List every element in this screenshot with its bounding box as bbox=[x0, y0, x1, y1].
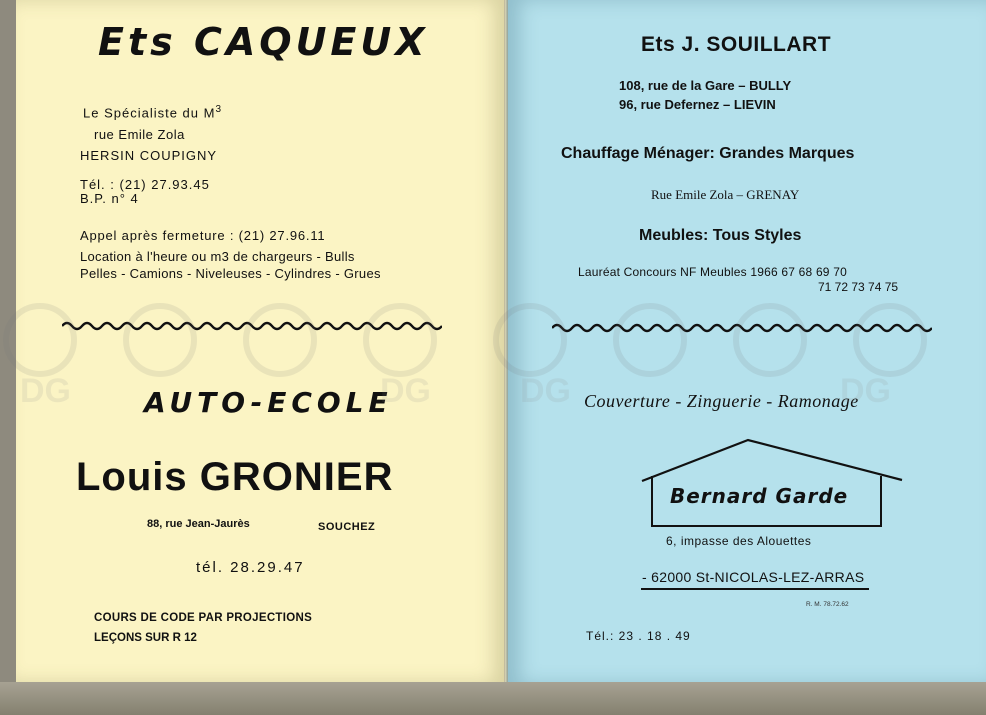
auto-ecole-phone: tél. 28.29.47 bbox=[196, 559, 305, 576]
caqueux-bp: B.P. n° 4 bbox=[80, 191, 139, 206]
garde-trades: Couverture - Zinguerie - Ramonage bbox=[584, 391, 859, 411]
caqueux-rental-line2: Pelles - Camions - Niveleuses - Cylindres - Grues bbox=[80, 266, 381, 281]
caqueux-phone: Tél. : (21) 27.93.45 bbox=[80, 177, 210, 192]
garde-street: 6, impasse des Alouettes bbox=[666, 534, 812, 548]
caqueux-street: rue Emile Zola bbox=[94, 127, 185, 142]
table-surface bbox=[0, 682, 986, 715]
garde-city-underline bbox=[641, 588, 869, 590]
caqueux-specialist-text: Le Spécialiste du M bbox=[83, 105, 216, 121]
auto-ecole-town: SOUCHEZ bbox=[318, 521, 376, 533]
auto-ecole-address: 88, rue Jean-Jaurès bbox=[147, 518, 250, 530]
caqueux-specialist-sup: 3 bbox=[215, 104, 223, 115]
right-page bbox=[508, 0, 986, 684]
left-wavy-divider bbox=[62, 316, 442, 336]
garde-phone: Tél.: 23 . 18 . 49 bbox=[586, 629, 691, 643]
caqueux-rental-line1: Location à l'heure ou m3 de chargeurs - Bulls bbox=[80, 249, 355, 264]
garde-rm: R. M. 78.72.62 bbox=[806, 601, 849, 608]
souillart-address2: 96, rue Defernez – LIEVIN bbox=[619, 97, 776, 112]
left-page bbox=[16, 0, 504, 683]
souillart-title: Ets J. SOUILLART bbox=[641, 33, 832, 56]
garde-name: Bernard Garde bbox=[670, 484, 849, 508]
souillart-grenay: Rue Emile Zola – GRENAY bbox=[651, 187, 800, 202]
caqueux-specialist bbox=[83, 104, 222, 120]
auto-ecole-heading: AUTO-ECOLE bbox=[144, 386, 393, 419]
souillart-address1: 108, rue de la Gare – BULLY bbox=[619, 78, 792, 93]
auto-ecole-name: Louis GRONIER bbox=[76, 455, 394, 499]
auto-ecole-course-line1: COURS DE CODE PAR PROJECTIONS bbox=[94, 612, 313, 624]
garde-city: - 62000 St-NICOLAS-LEZ-ARRAS bbox=[642, 569, 865, 585]
souillart-heating: Chauffage Ménager: Grandes Marques bbox=[561, 145, 855, 162]
auto-ecole-course-line2: LEÇONS SUR R 12 bbox=[94, 632, 197, 644]
souillart-laureate-line2: 71 72 73 74 75 bbox=[818, 280, 899, 294]
caqueux-after-hours: Appel après fermeture : (21) 27.96.11 bbox=[80, 228, 326, 243]
right-wavy-divider bbox=[552, 318, 932, 338]
souillart-laureate-line1: Lauréat Concours NF Meubles 1966 67 68 69 70 bbox=[578, 265, 847, 279]
caqueux-title: Ets CAQUEUX bbox=[98, 20, 429, 64]
caqueux-town: HERSIN COUPIGNY bbox=[80, 148, 218, 163]
souillart-furniture: Meubles: Tous Styles bbox=[639, 227, 802, 244]
